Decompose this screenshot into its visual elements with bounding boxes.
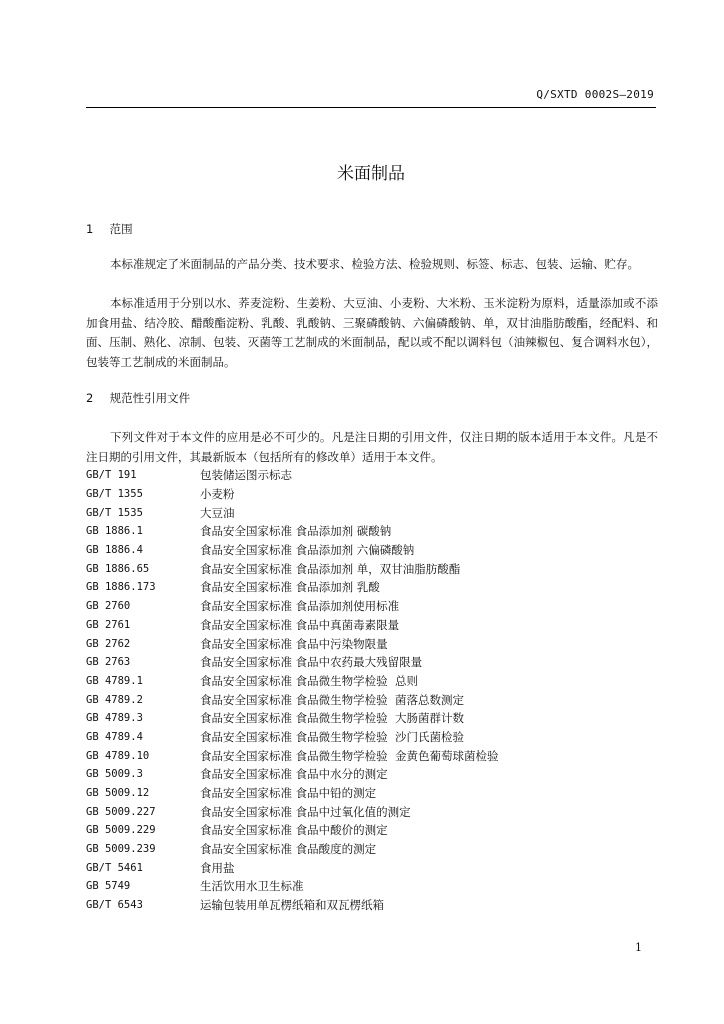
reference-row <box>86 709 658 728</box>
reference-code: GB 4789.3 <box>86 712 143 725</box>
reference-title: 运输包装用单瓦楞纸箱和双瓦楞纸箱 <box>200 898 384 913</box>
reference-row <box>86 616 658 635</box>
reference-title: 食品安全国家标准 食品添加剂 乳酸 <box>200 580 380 595</box>
reference-title: 食品安全国家标准 食品中农药最大残留限量 <box>200 655 423 670</box>
reference-row <box>86 634 658 653</box>
scope-paragraph-2: 本标准适用于分别以水、荞麦淀粉、生姜粉、大豆油、小麦粉、大米粉、玉米淀粉为原料，适量添加或不添加食用盐、结冷胶、醋酸酯淀粉、乳酸、乳酸钠、三聚磷酸钠、六偏磷酸钠、单，双甘油脂肪酸酯，经配料、和面、压制、熟化、凉制、包装、灭菌等工艺制成的米面制品，配以或不配以调料包（油辣椒包、复合调料水包），包装等工艺制成的米面制品。 <box>86 296 658 369</box>
reference-row <box>86 690 658 709</box>
reference-code: GB 2760 <box>86 600 131 613</box>
reference-title: 食用盐 <box>200 860 235 875</box>
reference-title: 食品安全国家标准 食品添加剂 六偏磷酸钠 <box>200 543 415 558</box>
reference-title: 大豆油 <box>200 505 235 520</box>
reference-code: GB 5009.227 <box>86 805 156 818</box>
reference-row <box>86 784 658 803</box>
reference-code: GB 1886.173 <box>86 581 156 594</box>
reference-code: GB 5009.229 <box>86 824 156 837</box>
reference-code: GB 5009.239 <box>86 843 156 856</box>
reference-title: 食品安全国家标准 食品添加剂使用标准 <box>200 599 400 614</box>
header-rule <box>86 107 656 108</box>
reference-code: GB 4789.4 <box>86 730 143 743</box>
reference-code: GB/T 5461 <box>86 861 143 874</box>
section-title: 范围 <box>109 222 133 236</box>
reference-row <box>86 522 658 541</box>
reference-row <box>86 802 658 821</box>
references-intro-paragraph: 下列文件对于本文件的应用是必不可少的。凡是注日期的引用文件，仅注日期的版本适用于本文件。凡是不注日期的引用文件，其最新版本（包括所有的修改单）适用于本文件。 <box>86 430 658 464</box>
reference-title: 食品安全国家标准 食品中铅的测定 <box>200 786 377 801</box>
standard-code: Q/SXTD 0002S—2019 <box>536 88 654 101</box>
reference-row <box>86 858 658 877</box>
reference-title: 食品安全国家标准 食品酸度的测定 <box>200 842 377 857</box>
section-heading-scope <box>86 221 133 237</box>
reference-code: GB 2762 <box>86 637 131 650</box>
reference-row <box>86 653 658 672</box>
reference-code: GB 2763 <box>86 656 131 669</box>
reference-title: 食品安全国家标准 食品微生物学检验 沙门氏菌检验 <box>200 729 464 744</box>
reference-title: 食品安全国家标准 食品中酸价的测定 <box>200 823 388 838</box>
reference-code: GB 1886.65 <box>86 562 150 575</box>
reference-title: 食品安全国家标准 食品微生物学检验 金黄色葡萄球菌检验 <box>200 748 499 763</box>
reference-code: GB 4789.1 <box>86 674 143 687</box>
section-heading-normative-references <box>86 390 190 406</box>
reference-title: 包装储运图示标志 <box>200 468 292 483</box>
reference-title: 食品安全国家标准 食品中过氧化值的测定 <box>200 804 411 819</box>
reference-list <box>86 466 658 915</box>
document-title: 米面制品 <box>337 164 405 184</box>
reference-title: 食品安全国家标准 食品添加剂 单，双甘油脂肪酸酯 <box>200 561 461 576</box>
reference-title: 食品安全国家标准 食品中污染物限量 <box>200 636 388 651</box>
reference-code: GB 2761 <box>86 618 131 631</box>
reference-title: 小麦粉 <box>200 487 235 502</box>
reference-title: 食品安全国家标准 食品中水分的测定 <box>200 767 388 782</box>
reference-code: GB 5009.12 <box>86 787 150 800</box>
reference-row <box>86 840 658 859</box>
reference-row <box>86 765 658 784</box>
reference-code: GB 4789.2 <box>86 693 143 706</box>
reference-row <box>86 821 658 840</box>
reference-title: 食品安全国家标准 食品微生物学检验 大肠菌群计数 <box>200 711 464 726</box>
reference-row <box>86 503 658 522</box>
section-title: 规范性引用文件 <box>109 391 191 405</box>
reference-row <box>86 541 658 560</box>
reference-title: 生活饮用水卫生标准 <box>200 879 304 894</box>
reference-row <box>86 578 658 597</box>
reference-code: GB 1886.4 <box>86 544 143 557</box>
scope-paragraph-1: 本标准规定了米面制品的产品分类、技术要求、检验方法、检验规则、标签、标志、包装、运输、贮存。 <box>110 257 639 271</box>
reference-row <box>86 746 658 765</box>
reference-code: GB/T 1355 <box>86 488 143 501</box>
reference-row <box>86 728 658 747</box>
reference-row <box>86 877 658 896</box>
section-number: 1 <box>86 222 94 236</box>
reference-title: 食品安全国家标准 食品微生物学检验 菌落总数测定 <box>200 692 464 707</box>
reference-code: GB 1886.1 <box>86 525 143 538</box>
reference-code: GB 5749 <box>86 880 131 893</box>
reference-code: GB/T 1535 <box>86 506 143 519</box>
reference-code: GB/T 6543 <box>86 899 143 912</box>
reference-row <box>86 597 658 616</box>
reference-row <box>86 672 658 691</box>
reference-code: GB/T 191 <box>86 469 137 482</box>
reference-row <box>86 485 658 504</box>
reference-row <box>86 896 658 915</box>
section-number: 2 <box>86 391 94 405</box>
reference-code: GB 4789.10 <box>86 749 150 762</box>
reference-row <box>86 559 658 578</box>
reference-title: 食品安全国家标准 食品添加剂 碳酸钠 <box>200 524 392 539</box>
reference-code: GB 5009.3 <box>86 768 143 781</box>
page-number: 1 <box>635 941 642 954</box>
reference-row <box>86 466 658 485</box>
reference-title: 食品安全国家标准 食品微生物学检验 总则 <box>200 673 418 688</box>
reference-title: 食品安全国家标准 食品中真菌毒素限量 <box>200 617 400 632</box>
